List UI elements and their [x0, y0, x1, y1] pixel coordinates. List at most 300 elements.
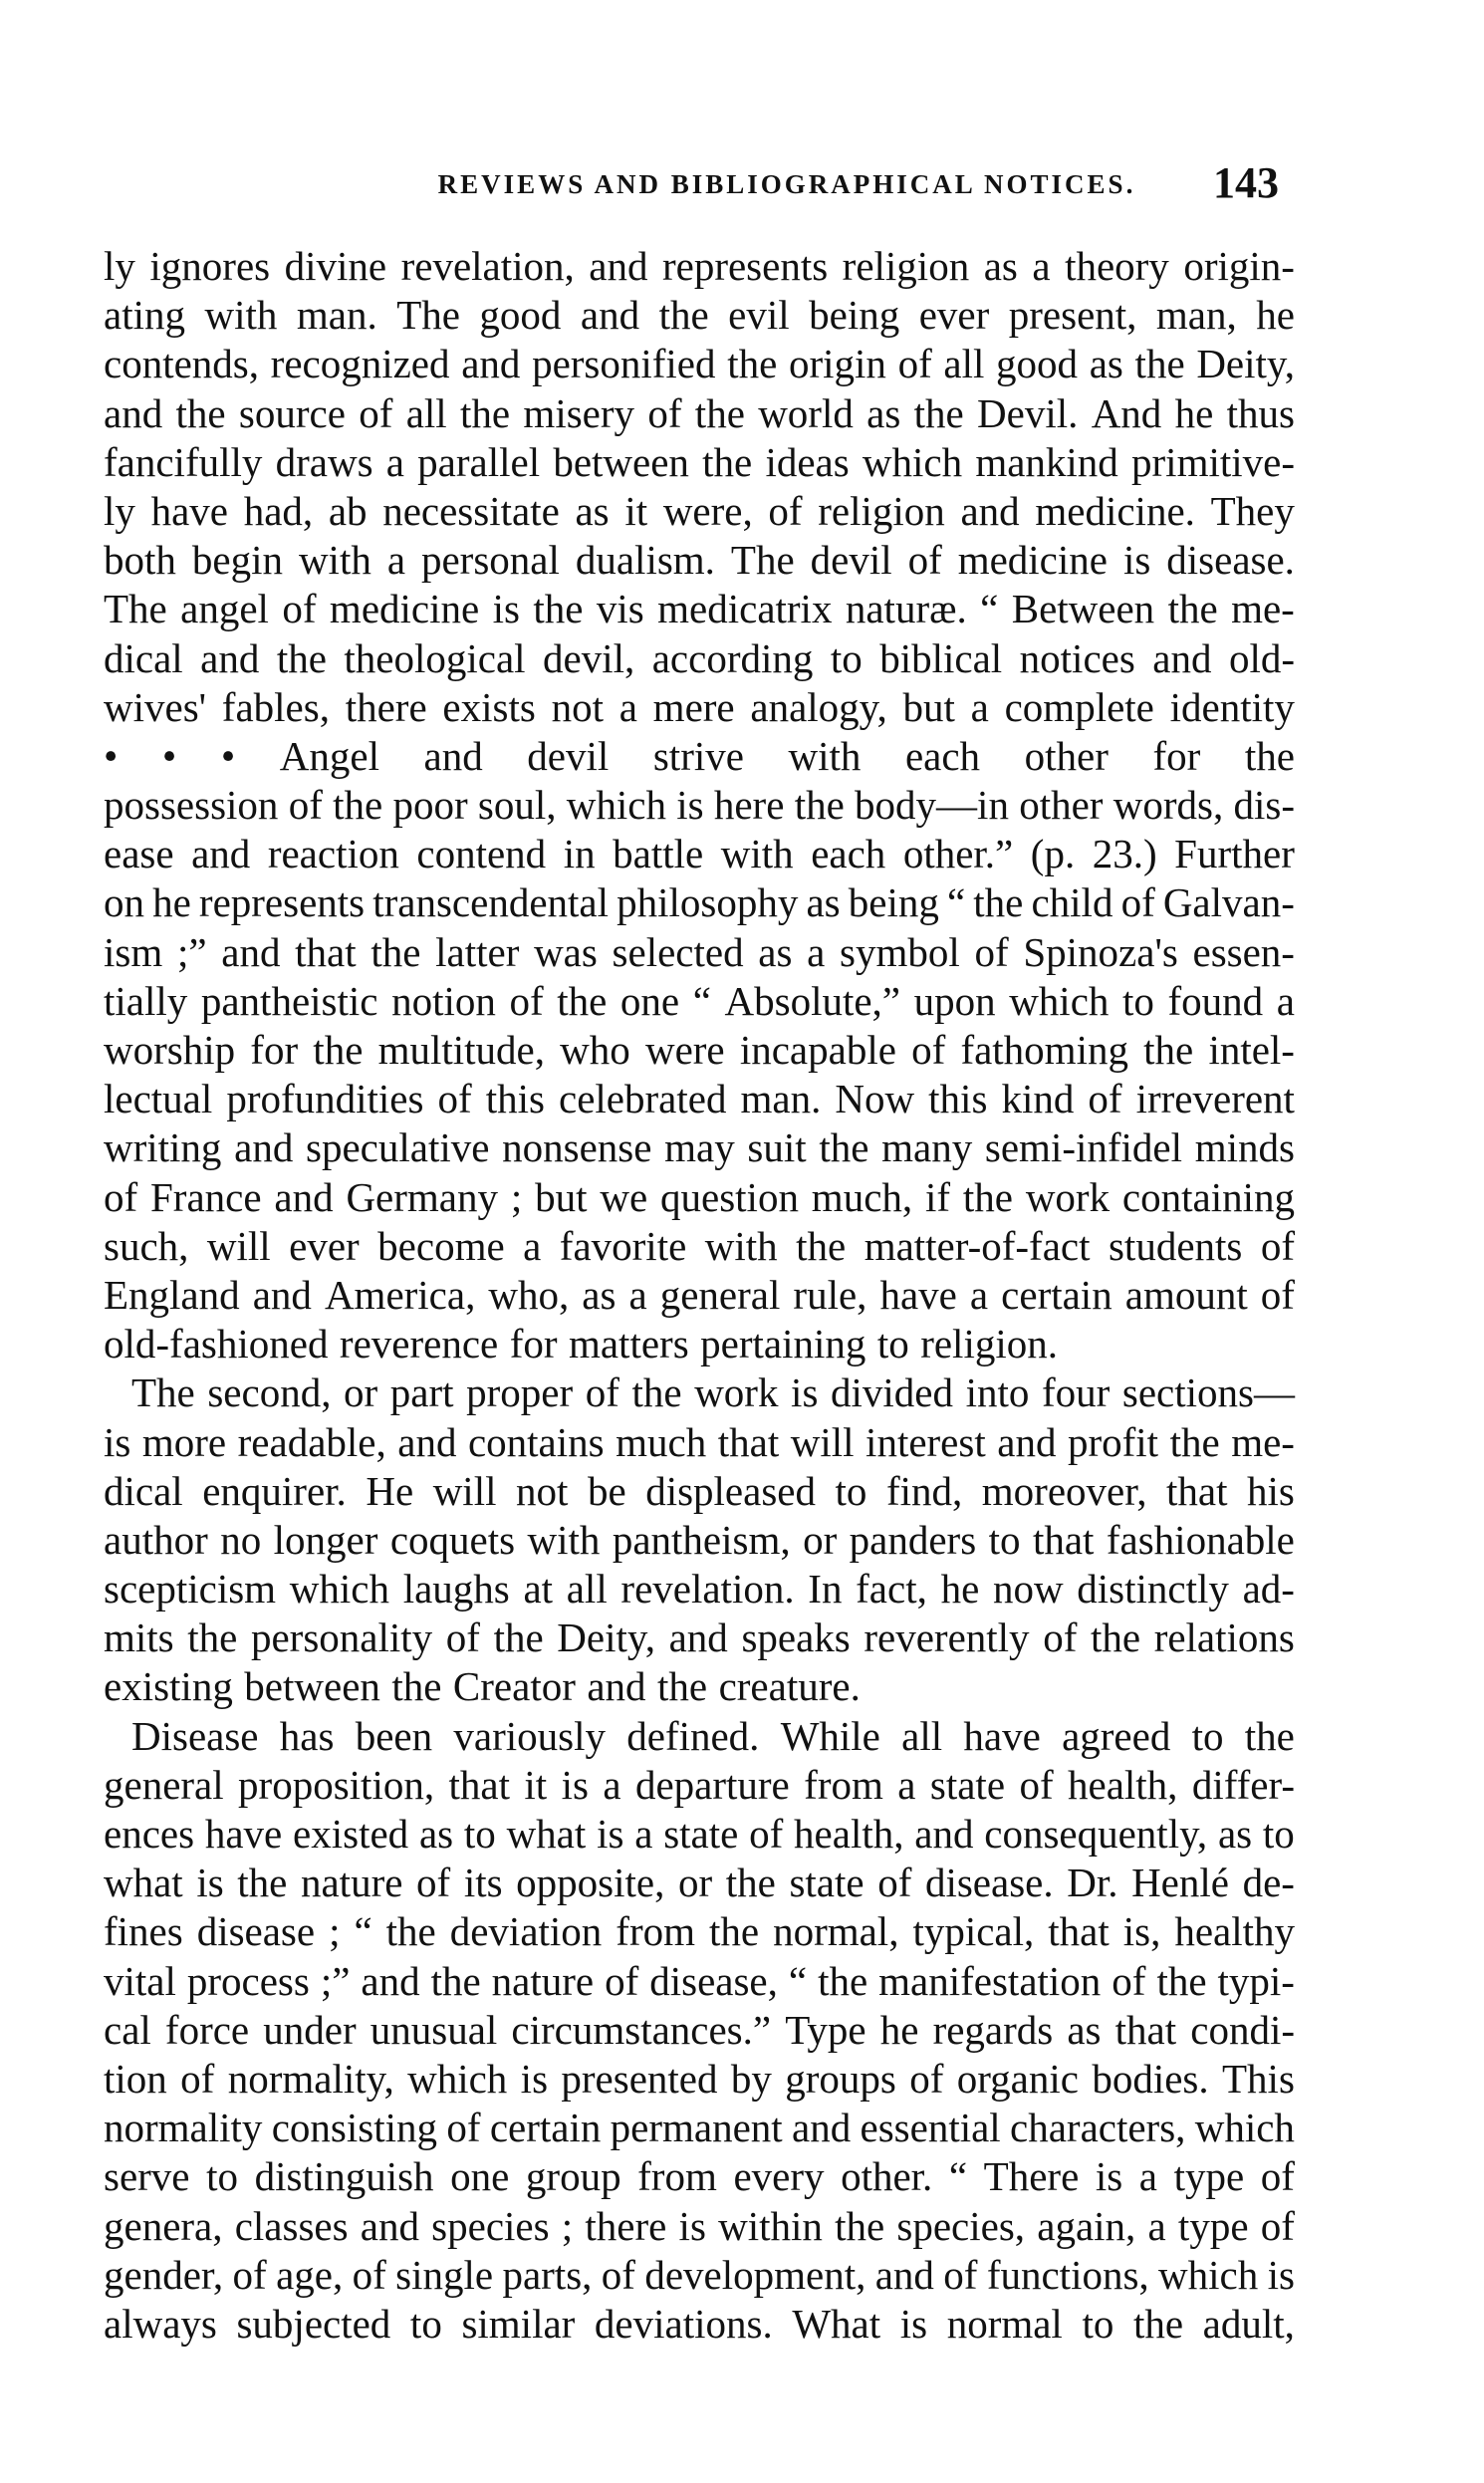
word: the	[658, 292, 709, 339]
word: the	[533, 586, 584, 632]
word: as	[1067, 2006, 1102, 2053]
word: other.”	[902, 831, 1014, 877]
word: the	[391, 1663, 442, 1710]
word: development,	[644, 2251, 866, 2298]
word: the	[913, 389, 964, 436]
word: this	[928, 1076, 988, 1122]
word: nonsense	[502, 1124, 652, 1171]
text-line	[104, 977, 1295, 1026]
word: general	[104, 1761, 224, 1808]
word: ease	[104, 831, 174, 877]
word: The	[104, 586, 167, 632]
word: •	[161, 732, 177, 779]
word: angel	[180, 586, 269, 632]
word: medicine	[957, 537, 1108, 584]
word: a	[1276, 977, 1295, 1024]
word: fashionable	[1106, 1516, 1295, 1563]
word: and	[360, 2202, 419, 2249]
word: the	[371, 928, 421, 975]
word: speculative	[306, 1124, 490, 1171]
word: now	[992, 1566, 1064, 1613]
word: of	[877, 1860, 912, 1906]
word: distinguish	[254, 2153, 434, 2200]
word: essential	[860, 2105, 1001, 2151]
word: the	[187, 1614, 238, 1661]
word: devil	[527, 732, 610, 779]
word: no	[220, 1516, 262, 1563]
word: from	[616, 1908, 695, 1955]
word: all	[405, 389, 447, 436]
word: enquirer.	[202, 1467, 347, 1514]
word: dical	[104, 1467, 183, 1514]
word: of	[647, 389, 682, 436]
text-line	[104, 1418, 1295, 1467]
word: genera,	[104, 2202, 223, 2249]
text-line	[104, 1173, 1295, 1222]
word: complete	[1004, 683, 1154, 730]
word: man.	[296, 292, 377, 339]
word: suit	[747, 1124, 807, 1171]
word: existed	[293, 1811, 409, 1857]
text-line	[104, 2300, 1295, 2349]
word: at	[523, 1566, 554, 1613]
word: world	[758, 389, 854, 436]
word: is	[676, 782, 704, 829]
word: is	[791, 1369, 819, 1416]
word: on	[104, 879, 144, 926]
word: longer	[273, 1516, 378, 1563]
text-line	[104, 585, 1295, 633]
text-line	[104, 928, 1295, 977]
word: fact,	[856, 1566, 927, 1613]
word: relations	[1153, 1614, 1295, 1661]
text-line	[104, 878, 1295, 927]
word: presented	[561, 2055, 718, 2102]
word: is	[520, 2055, 549, 2102]
word: have	[204, 1811, 283, 1857]
word: a	[628, 1271, 647, 1318]
text-line	[104, 1712, 1295, 1761]
word: man.	[740, 1076, 822, 1122]
word: incapable	[739, 1027, 896, 1073]
word: and	[361, 1957, 420, 2004]
text-line	[104, 2202, 1295, 2251]
word: the	[962, 1173, 1013, 1220]
text-line	[104, 291, 1295, 340]
word: that	[717, 1418, 780, 1465]
text-line	[104, 536, 1295, 585]
word: America,	[324, 1271, 476, 1318]
word: gender,	[104, 2251, 224, 2298]
word: and	[423, 732, 483, 779]
word: the	[794, 782, 845, 829]
word: will	[432, 1467, 497, 1514]
word: mankind	[975, 438, 1118, 485]
text-line	[104, 1565, 1295, 1614]
word: find,	[885, 1467, 963, 1514]
word: me-	[1231, 586, 1295, 632]
word: Deity,	[557, 1614, 655, 1661]
word: to	[876, 1321, 909, 1367]
word: Type	[785, 2006, 866, 2053]
word: is	[678, 2202, 706, 2249]
word: the	[1090, 1614, 1141, 1661]
word: be	[587, 1467, 626, 1514]
word: ;	[329, 1908, 341, 1955]
word: identity	[1169, 683, 1295, 730]
word: more	[141, 1418, 227, 1465]
word: Disease	[131, 1712, 259, 1759]
text-line	[104, 2251, 1295, 2300]
word: disease	[196, 1908, 316, 1955]
word: what	[104, 1860, 183, 1906]
word: between	[553, 438, 689, 485]
word: The	[131, 1369, 195, 1416]
word: recognized	[270, 341, 450, 387]
word: as	[758, 928, 793, 975]
word: was	[534, 928, 598, 975]
word: of	[509, 977, 544, 1024]
word: of	[1043, 1614, 1078, 1661]
word: to	[830, 634, 863, 681]
word: is	[561, 1761, 589, 1808]
word: and	[997, 1418, 1057, 1465]
word: defined.	[626, 1712, 760, 1759]
word: and	[397, 1418, 457, 1465]
word: have	[150, 487, 228, 534]
word: of	[911, 1027, 946, 1073]
word: of	[1112, 1957, 1146, 2004]
word: and	[234, 1124, 294, 1171]
word: from	[804, 1761, 883, 1808]
word: •	[104, 732, 119, 779]
word: ever	[918, 292, 990, 339]
word: selected	[612, 928, 744, 975]
text-line	[104, 1761, 1295, 1810]
word: coquets	[389, 1516, 516, 1563]
word: into	[965, 1369, 1030, 1416]
word: personified	[532, 341, 716, 387]
word: vis	[596, 586, 644, 632]
word: his	[1247, 1467, 1295, 1514]
word: of	[601, 2251, 635, 2298]
word: within	[718, 2202, 823, 2249]
word: who	[560, 1027, 630, 1073]
word: to	[835, 1467, 867, 1514]
text-line	[104, 1271, 1295, 1320]
word: of	[897, 341, 932, 387]
word: pertaining	[700, 1321, 866, 1367]
word: with	[788, 732, 862, 779]
word: parallel	[417, 438, 541, 485]
word: between	[244, 1663, 380, 1710]
word: species,	[896, 2202, 1026, 2249]
word: were,	[662, 487, 753, 534]
word: as	[582, 1271, 617, 1318]
text-line	[104, 1810, 1295, 1859]
word: or	[803, 1516, 838, 1563]
word: may	[664, 1124, 735, 1171]
word: religion	[818, 487, 945, 534]
word: the	[385, 1908, 436, 1955]
word: is	[597, 1811, 624, 1857]
word: of	[416, 1860, 451, 1906]
word: a	[1032, 243, 1051, 289]
word: other	[1019, 782, 1104, 829]
word: or	[677, 1860, 713, 1906]
word: and	[191, 831, 251, 877]
word: religion.	[920, 1321, 1058, 1367]
word: biblical	[879, 634, 1003, 681]
word: and	[792, 2105, 852, 2151]
word: if	[924, 1173, 951, 1220]
word: amount	[1124, 1271, 1248, 1318]
word: of	[445, 1614, 480, 1661]
word: What	[792, 2300, 881, 2347]
text-line	[104, 1662, 1295, 1711]
word: organic	[956, 2055, 1079, 2102]
word: as	[866, 389, 901, 436]
word: necessitate	[382, 487, 560, 534]
text-line	[104, 683, 1295, 732]
word: have	[879, 1271, 957, 1318]
word: for	[1152, 732, 1201, 779]
word: all	[901, 1712, 943, 1759]
word: worship	[104, 1027, 236, 1073]
word: tion	[104, 2055, 167, 2102]
word: according	[651, 634, 814, 681]
word: lectual	[104, 1076, 213, 1122]
word: typi-	[1217, 1957, 1295, 2004]
word: a	[603, 1761, 621, 1808]
word: similar	[461, 2300, 576, 2347]
word: origin-	[1183, 243, 1295, 289]
word: divided	[831, 1369, 953, 1416]
text-line	[104, 1320, 1295, 1368]
word: evil	[728, 292, 790, 339]
word: other	[1024, 732, 1109, 779]
word: but	[535, 1173, 588, 1220]
word: a	[970, 683, 989, 730]
word: “	[946, 879, 966, 926]
word: a	[618, 683, 637, 730]
word: a	[897, 1761, 916, 1808]
word: a	[634, 1811, 653, 1857]
word: France	[150, 1173, 262, 1220]
word: personal	[420, 537, 560, 584]
word: panders	[849, 1516, 977, 1563]
word: personality	[250, 1614, 433, 1661]
word: of	[1088, 1076, 1122, 1122]
word: old-	[1228, 634, 1295, 681]
word: manifestation	[878, 1957, 1102, 2004]
word: functions,	[986, 2251, 1149, 2298]
word: he	[879, 2006, 919, 2053]
word: of	[359, 389, 393, 436]
word: ideas	[765, 438, 850, 485]
word: transcendental	[372, 879, 610, 926]
word: a	[1138, 2153, 1157, 2200]
word: the	[1169, 1418, 1220, 1465]
word: the	[1156, 1957, 1207, 2004]
word: he	[152, 879, 191, 926]
word: and	[589, 243, 648, 289]
word: we	[600, 1173, 648, 1220]
word: had,	[243, 487, 314, 534]
word: contends,	[104, 341, 259, 387]
word: represents	[661, 243, 829, 289]
word: condi-	[1190, 2006, 1295, 2053]
word: the	[1132, 2300, 1184, 2347]
word: contains	[467, 1418, 605, 1465]
word: and	[252, 1271, 312, 1318]
word: me-	[1231, 1418, 1295, 1465]
word: of	[909, 2055, 944, 2102]
word: fancifully	[104, 438, 263, 485]
text-line	[104, 487, 1295, 536]
text-line	[104, 732, 1295, 781]
word: the	[702, 438, 753, 485]
word: celebrated	[559, 1076, 727, 1122]
word: one	[450, 2153, 510, 2200]
word: which	[1009, 977, 1110, 1024]
word: He	[366, 1467, 414, 1514]
word: multitude,	[377, 1027, 545, 1073]
word: it	[624, 487, 648, 534]
text-line	[104, 340, 1295, 388]
word: work	[1025, 1173, 1111, 1220]
word: one	[619, 977, 680, 1024]
word: much	[616, 1418, 707, 1465]
word: of	[1260, 2153, 1295, 2200]
text-line	[104, 2152, 1295, 2201]
word: words,	[1113, 782, 1224, 829]
word: process	[186, 1957, 310, 2004]
word: the	[818, 1957, 868, 2004]
word: Henlé	[1131, 1860, 1229, 1906]
word: and	[1152, 634, 1212, 681]
word: much,	[811, 1173, 913, 1220]
word: strive	[652, 732, 744, 779]
word: such,	[104, 1222, 189, 1269]
word: de-	[1242, 1860, 1295, 1906]
word: he	[940, 1566, 980, 1613]
word: “	[788, 1957, 808, 2004]
word: devil,	[543, 634, 635, 681]
word: •	[220, 732, 236, 779]
word: “	[692, 977, 711, 1024]
word: and	[580, 292, 640, 339]
word: wives'	[104, 683, 207, 730]
word: which	[566, 782, 666, 829]
word: by	[730, 2055, 772, 2102]
word: to	[463, 1811, 496, 1857]
word: with	[298, 537, 371, 584]
word: medicine.	[1035, 487, 1195, 534]
text-line	[104, 1075, 1295, 1123]
word: thus	[1226, 389, 1295, 436]
word: a	[385, 438, 404, 485]
word: proper	[466, 1369, 574, 1416]
word: that	[448, 1761, 510, 1808]
word: (p.	[1030, 831, 1076, 877]
word: ;”	[320, 1957, 351, 2004]
word: unusual	[370, 2006, 498, 2053]
text-line	[104, 2104, 1295, 2152]
word: many	[881, 1124, 973, 1171]
word: While	[780, 1712, 880, 1759]
word: theological	[344, 634, 526, 681]
word: semi-infidel	[984, 1124, 1183, 1171]
word: reverently	[864, 1614, 1030, 1661]
word: is,	[1122, 1908, 1161, 1955]
word: again,	[1037, 2202, 1136, 2249]
word: ab	[328, 487, 368, 534]
word: found	[1167, 977, 1264, 1024]
word: disease,	[649, 1957, 778, 2004]
word: a	[386, 537, 406, 584]
word: healthy	[1174, 1908, 1295, 1955]
word: dis-	[1233, 782, 1295, 829]
word: bodies.	[1092, 2055, 1209, 2102]
word: to	[988, 1516, 1021, 1563]
word: medicatrix	[657, 586, 833, 632]
word: ;	[561, 2202, 574, 2249]
word: author	[104, 1516, 208, 1563]
word: upon	[913, 977, 996, 1024]
word: of	[1120, 879, 1155, 926]
word: matters	[568, 1321, 689, 1367]
word: the	[973, 879, 1024, 926]
word: disease.	[1166, 537, 1295, 584]
word: present,	[1008, 292, 1137, 339]
word: old-fashioned	[104, 1321, 329, 1367]
word: permanent	[610, 2105, 783, 2151]
text-line	[104, 1516, 1295, 1565]
word: single	[395, 2251, 494, 2298]
word: is	[1095, 2153, 1123, 2200]
word: The	[730, 537, 795, 584]
word: and	[274, 1173, 334, 1220]
word: scepticism	[104, 1566, 277, 1613]
word: the	[175, 389, 226, 436]
word: ;”	[176, 928, 207, 975]
word: all	[566, 1566, 608, 1613]
word: that	[1048, 1908, 1110, 1955]
word: with	[720, 831, 794, 877]
word: of	[943, 2251, 978, 2298]
word: rule,	[793, 1271, 867, 1318]
word: parts,	[502, 2251, 593, 2298]
word: force	[164, 2006, 250, 2053]
word: the	[657, 1663, 708, 1710]
word: the	[725, 1860, 776, 1906]
word: to	[1082, 2300, 1114, 2347]
word: of	[446, 2105, 481, 2151]
word: the	[819, 1124, 869, 1171]
word: notion	[391, 977, 496, 1024]
word: fathoming	[960, 1027, 1128, 1073]
word: reaction	[267, 831, 399, 877]
text-line	[104, 1957, 1295, 2006]
word: which	[1158, 2251, 1259, 2298]
word: body—in	[855, 782, 1009, 829]
word: normality	[104, 2105, 263, 2151]
word: They	[1210, 487, 1295, 534]
word: good	[479, 292, 562, 339]
word: it	[524, 1761, 548, 1808]
word: origin	[788, 341, 886, 387]
